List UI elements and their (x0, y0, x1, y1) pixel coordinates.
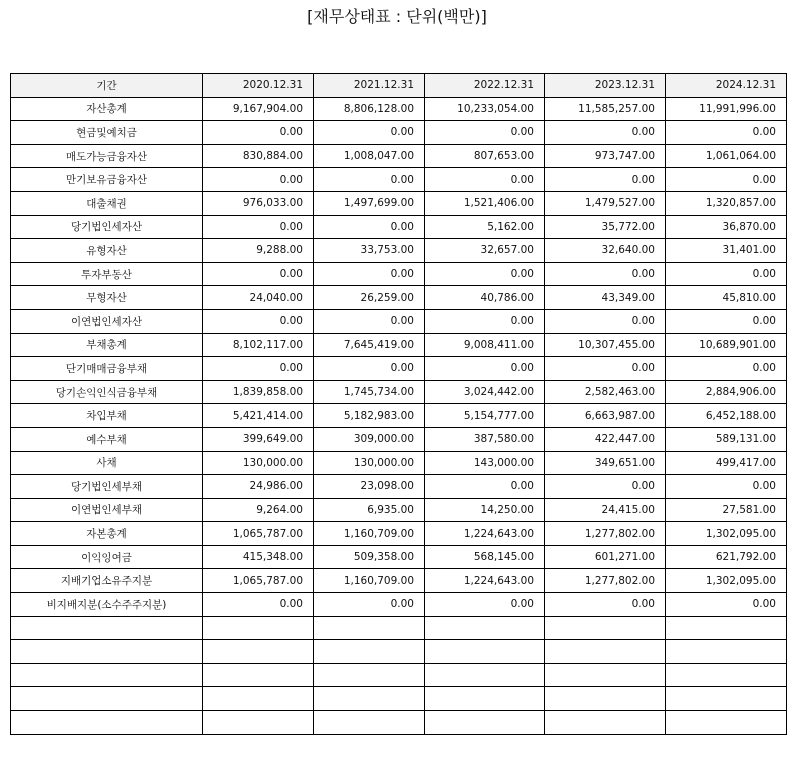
table-cell: 1,224,643.00 (425, 569, 545, 593)
row-label: 당기손익인식금융부채 (11, 380, 203, 404)
table-cell: 9,288.00 (203, 239, 314, 263)
table-body (11, 97, 787, 734)
table-cell: 2,582,463.00 (545, 380, 666, 404)
row-label (11, 687, 203, 711)
table-cell: 1,839,858.00 (203, 380, 314, 404)
table-row (11, 262, 787, 286)
table-cell: 1,521,406.00 (425, 191, 545, 215)
table-row (11, 427, 787, 451)
table-row (11, 404, 787, 428)
table-cell: 2,884,906.00 (666, 380, 787, 404)
table-cell: 0.00 (545, 593, 666, 617)
table-row (11, 97, 787, 121)
table-row (11, 239, 787, 263)
table-cell: 8,102,117.00 (203, 333, 314, 357)
table-cell: 0.00 (314, 215, 425, 239)
table-cell: 1,277,802.00 (545, 569, 666, 593)
table-cell: 10,689,901.00 (666, 333, 787, 357)
table-header-row (11, 74, 787, 98)
table-row (11, 498, 787, 522)
table-cell: 1,160,709.00 (314, 522, 425, 546)
table-cell: 0.00 (545, 309, 666, 333)
table-cell: 0.00 (314, 309, 425, 333)
table-row (11, 640, 787, 664)
table-cell (203, 616, 314, 640)
table-cell (314, 663, 425, 687)
column-header-year: 2023.12.31 (545, 74, 666, 98)
table-cell: 0.00 (203, 309, 314, 333)
table-cell (203, 711, 314, 735)
page-title: [재무상태표 : 단위(백만)] (307, 7, 487, 26)
table-cell: 24,040.00 (203, 286, 314, 310)
table-cell: 1,008,047.00 (314, 144, 425, 168)
table-cell: 9,008,411.00 (425, 333, 545, 357)
table-cell: 1,224,643.00 (425, 522, 545, 546)
table-cell: 45,810.00 (666, 286, 787, 310)
table-cell (545, 687, 666, 711)
table-cell: 0.00 (425, 475, 545, 499)
row-label: 비지배지분(소수주주지분) (11, 593, 203, 617)
row-label: 자산총계 (11, 97, 203, 121)
table-cell: 0.00 (666, 593, 787, 617)
table-cell: 1,302,095.00 (666, 569, 787, 593)
table-cell: 1,497,699.00 (314, 191, 425, 215)
table-cell: 5,154,777.00 (425, 404, 545, 428)
table-cell: 0.00 (425, 309, 545, 333)
table-row (11, 687, 787, 711)
table-cell: 0.00 (545, 357, 666, 381)
table-cell (545, 616, 666, 640)
table-cell: 0.00 (203, 357, 314, 381)
table-cell: 309,000.00 (314, 427, 425, 451)
table-cell (425, 663, 545, 687)
table-cell (314, 687, 425, 711)
table-row (11, 286, 787, 310)
table-cell (666, 663, 787, 687)
table-cell: 976,033.00 (203, 191, 314, 215)
table-row (11, 475, 787, 499)
table-cell (203, 687, 314, 711)
table-cell: 26,259.00 (314, 286, 425, 310)
row-label (11, 663, 203, 687)
table-row (11, 593, 787, 617)
table-cell: 0.00 (314, 593, 425, 617)
table-cell: 830,884.00 (203, 144, 314, 168)
table-cell: 11,991,996.00 (666, 97, 787, 121)
row-label: 현금및예치금 (11, 121, 203, 145)
table-cell: 499,417.00 (666, 451, 787, 475)
table-cell: 0.00 (425, 262, 545, 286)
table-cell: 3,024,442.00 (425, 380, 545, 404)
table-row (11, 144, 787, 168)
table-cell (203, 663, 314, 687)
table-cell: 973,747.00 (545, 144, 666, 168)
row-label: 투자부동산 (11, 262, 203, 286)
table-cell: 10,307,455.00 (545, 333, 666, 357)
table-row (11, 357, 787, 381)
row-label: 이익잉여금 (11, 545, 203, 569)
row-label: 무형자산 (11, 286, 203, 310)
table-row (11, 168, 787, 192)
table-cell: 9,167,904.00 (203, 97, 314, 121)
table-cell: 7,645,419.00 (314, 333, 425, 357)
table-cell: 399,649.00 (203, 427, 314, 451)
table-row (11, 451, 787, 475)
table-cell (425, 640, 545, 664)
column-header-year: 2020.12.31 (203, 74, 314, 98)
row-label: 이연법인세부채 (11, 498, 203, 522)
table-cell: 0.00 (203, 168, 314, 192)
table-cell: 0.00 (425, 168, 545, 192)
table-row (11, 711, 787, 735)
table-cell: 621,792.00 (666, 545, 787, 569)
table-cell: 1,160,709.00 (314, 569, 425, 593)
table-row (11, 121, 787, 145)
table-cell: 0.00 (314, 168, 425, 192)
table-row (11, 215, 787, 239)
table-row (11, 663, 787, 687)
table-cell: 349,651.00 (545, 451, 666, 475)
table-cell: 1,277,802.00 (545, 522, 666, 546)
table-cell: 33,753.00 (314, 239, 425, 263)
table-cell: 589,131.00 (666, 427, 787, 451)
row-label: 예수부채 (11, 427, 203, 451)
row-label: 유형자산 (11, 239, 203, 263)
table-cell: 0.00 (203, 121, 314, 145)
table-cell: 10,233,054.00 (425, 97, 545, 121)
row-label: 사채 (11, 451, 203, 475)
row-label: 단기매매금융부채 (11, 357, 203, 381)
table-cell: 14,250.00 (425, 498, 545, 522)
table-cell: 422,447.00 (545, 427, 666, 451)
table-cell: 1,745,734.00 (314, 380, 425, 404)
table-cell: 5,421,414.00 (203, 404, 314, 428)
table-cell: 0.00 (425, 593, 545, 617)
table-cell: 31,401.00 (666, 239, 787, 263)
table-cell: 5,162.00 (425, 215, 545, 239)
column-header-year: 2021.12.31 (314, 74, 425, 98)
table-cell (425, 616, 545, 640)
row-label: 당기법인세부채 (11, 475, 203, 499)
table-cell: 24,415.00 (545, 498, 666, 522)
row-label: 부채총계 (11, 333, 203, 357)
row-label (11, 640, 203, 664)
table-cell: 143,000.00 (425, 451, 545, 475)
table-cell: 6,452,188.00 (666, 404, 787, 428)
table-cell: 415,348.00 (203, 545, 314, 569)
table-cell: 0.00 (545, 262, 666, 286)
table-cell: 23,098.00 (314, 475, 425, 499)
table-row (11, 380, 787, 404)
table-cell: 9,264.00 (203, 498, 314, 522)
table-cell: 6,935.00 (314, 498, 425, 522)
row-label: 대출채권 (11, 191, 203, 215)
table-cell: 0.00 (314, 262, 425, 286)
table-cell (666, 640, 787, 664)
table-cell: 35,772.00 (545, 215, 666, 239)
column-header-year: 2024.12.31 (666, 74, 787, 98)
table-cell: 6,663,987.00 (545, 404, 666, 428)
row-label: 지배기업소유주지분 (11, 569, 203, 593)
table-cell: 1,320,857.00 (666, 191, 787, 215)
row-label: 이연법인세자산 (11, 309, 203, 333)
table-cell: 0.00 (666, 121, 787, 145)
table-cell: 0.00 (666, 475, 787, 499)
table-cell: 807,653.00 (425, 144, 545, 168)
row-label (11, 711, 203, 735)
table-cell: 1,302,095.00 (666, 522, 787, 546)
table-cell: 32,640.00 (545, 239, 666, 263)
table-cell: 1,479,527.00 (545, 191, 666, 215)
table-cell: 43,349.00 (545, 286, 666, 310)
table-cell: 130,000.00 (314, 451, 425, 475)
table-row (11, 333, 787, 357)
table-cell: 387,580.00 (425, 427, 545, 451)
table-cell: 0.00 (666, 168, 787, 192)
table-cell: 11,585,257.00 (545, 97, 666, 121)
table-cell: 1,065,787.00 (203, 569, 314, 593)
table-cell: 0.00 (545, 121, 666, 145)
table-cell: 0.00 (203, 593, 314, 617)
table-cell: 0.00 (425, 357, 545, 381)
table-cell: 0.00 (203, 215, 314, 239)
table-cell (314, 711, 425, 735)
table-cell (666, 687, 787, 711)
row-label: 당기법인세자산 (11, 215, 203, 239)
table-cell: 32,657.00 (425, 239, 545, 263)
balance-sheet-table (10, 73, 787, 735)
table-cell: 0.00 (425, 121, 545, 145)
table-cell: 0.00 (545, 475, 666, 499)
row-label: 매도가능금융자산 (11, 144, 203, 168)
table-cell (314, 640, 425, 664)
table-row (11, 191, 787, 215)
table-cell: 8,806,128.00 (314, 97, 425, 121)
table-cell: 0.00 (314, 121, 425, 145)
table-cell: 27,581.00 (666, 498, 787, 522)
column-header-year: 2022.12.31 (425, 74, 545, 98)
table-cell: 1,061,064.00 (666, 144, 787, 168)
table-cell (545, 711, 666, 735)
table-cell (545, 663, 666, 687)
row-label: 자본총계 (11, 522, 203, 546)
table-row (11, 522, 787, 546)
table-cell: 130,000.00 (203, 451, 314, 475)
table-cell: 0.00 (203, 262, 314, 286)
table-row (11, 309, 787, 333)
table-cell: 0.00 (666, 309, 787, 333)
table-cell (425, 687, 545, 711)
row-label (11, 616, 203, 640)
row-label: 차입부채 (11, 404, 203, 428)
row-label: 만기보유금융자산 (11, 168, 203, 192)
table-cell: 0.00 (545, 168, 666, 192)
table-row (11, 616, 787, 640)
table-cell (666, 616, 787, 640)
table-cell: 1,065,787.00 (203, 522, 314, 546)
table-cell: 5,182,983.00 (314, 404, 425, 428)
table-cell: 0.00 (666, 262, 787, 286)
table-cell: 40,786.00 (425, 286, 545, 310)
table-row (11, 569, 787, 593)
table-cell (545, 640, 666, 664)
table-cell (314, 616, 425, 640)
table-cell (203, 640, 314, 664)
column-header-period: 기간 (11, 74, 203, 98)
table-cell: 36,870.00 (666, 215, 787, 239)
table-cell: 509,358.00 (314, 545, 425, 569)
table-cell: 24,986.00 (203, 475, 314, 499)
table-row (11, 545, 787, 569)
table-cell: 0.00 (666, 357, 787, 381)
table-cell (666, 711, 787, 735)
table-cell: 568,145.00 (425, 545, 545, 569)
table-cell: 601,271.00 (545, 545, 666, 569)
table-cell (425, 711, 545, 735)
table-cell: 0.00 (314, 357, 425, 381)
